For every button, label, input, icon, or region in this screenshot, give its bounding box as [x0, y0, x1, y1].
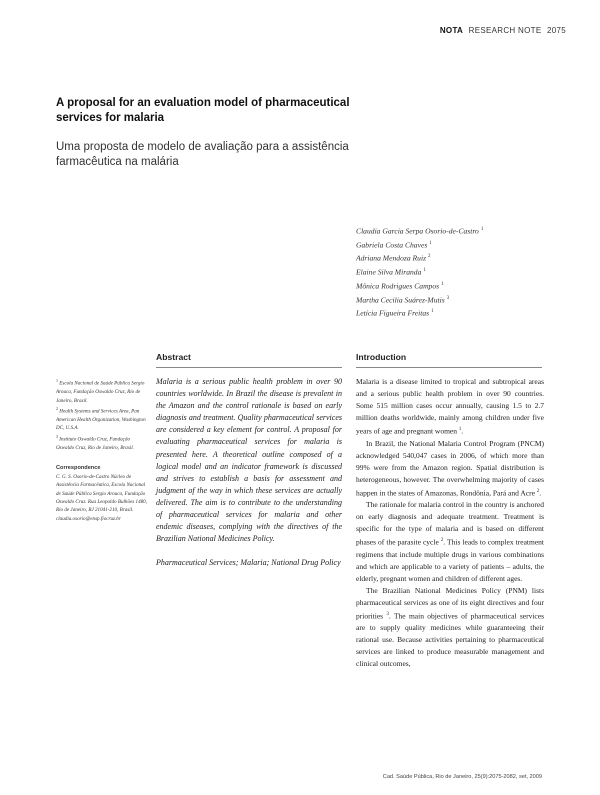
paragraph: In Brazil, the National Malaria Control Program (PNCM) acknowledged 540,047 cases in 2006, of which more than 99% were from the Amazon region. Spatial distribution is heterogeneous, however. The overwhelming majority of cases happen in the states of Amazonas, Rondônia, Pará and Acre $^2$.	[356, 438, 544, 497]
author: Letícia Figueira Freitas $^1$	[356, 308, 434, 318]
abstract-text: Malaria is a serious public health problem in over 90 countries worldwide. In Brazil the disease is prevalent in the Amazon and the control rationale is based on early diagnosis and treatment. Quality pharmaceutical services are considered a key element for control. A proposal for evaluating pharmaceutical services for malaria is presented here. A theoretical outline composed of a logical model and an indicator framework is discussed and strives to establish a basis for assessment and judgment of the way in which these services are actually delivered. The aim is to contribute to the understanding of pharmaceutical services for malaria and other endemic diseases, complying with the directives of the Brazilian National Medicines Policy.	[156, 377, 342, 544]
affiliation: $^3$ Instituto Oswaldo Cruz, Fundação Oswaldo Cruz, Rio de Janeiro, Brasil.	[56, 433, 134, 451]
reference: 1	[458, 427, 462, 432]
paragraph: The rationale for malaria control in the country is anchored on early diagnosis and adequate treatment. Treatment is specific for the type of malaria and is based on different phases of the parasite cycle $^2$. This leads to complex treatment regimens that include multiple drugs in various combinations and which are applicable to a variety of patients – adults, the elderly, pregnant women and children of different ages.	[356, 500, 545, 583]
page-number: 2075	[547, 26, 566, 35]
affiliation: $^2$ Health Systems and Services Area, Pan American Health Organization, Washington DC, U.S.A.	[56, 405, 146, 432]
section-label: NOTA	[439, 26, 464, 35]
paragraph: The Brazilian National Medicines Policy (PNM) lists pharmaceutical services as one of its eight directives and four priorities $^3$. The main objectives of pharmaceutical services are to supply quality medicines while guaranteeing their rational use. Because activities pertaining to pharmaceutical services are linked to produce measurable management and clinical outcomes,	[356, 585, 544, 668]
reference: 2	[440, 538, 444, 543]
reference: 3	[386, 611, 389, 617]
correspondence-heading: Correspondence	[56, 465, 101, 472]
keywords: Pharmaceutical Services; Malaria; National Drug Policy	[156, 558, 341, 568]
author: Elaine Silva Miranda $^1$	[356, 267, 426, 277]
introduction-body	[356, 376, 544, 670]
author: Gabriela Costa Chaves $^1$	[356, 240, 432, 250]
author: Claudia Garcia Serpa Osorio-de-Castro $^1$	[356, 226, 484, 236]
author-list	[356, 224, 576, 320]
article-title-english: A proposal for an evaluation model of pharmaceutical services for malaria	[56, 97, 350, 124]
abstract-body	[156, 376, 342, 569]
affiliations-sidebar	[56, 377, 148, 523]
paragraph: Malaria is a disease limited to tropical and subtropical areas and a serious public health problem in over 90 countries. Some 515 million cases occur annually, causing 1.5 to 2.7 million deaths worldwide, mainly among children under five years of age and pregnant women $^1$.	[356, 377, 544, 436]
author: Mônica Rodrigues Campos $^1$	[356, 281, 444, 291]
article-title-portuguese: Uma proposta de modelo de avaliação para a assistência farmacêutica na malária	[56, 141, 349, 168]
journal-citation-footer: Cad. Saúde Pública, Rio de Janeiro, 25(9):2075-2082, set, 2009	[382, 774, 542, 780]
header-type: RESEARCH NOTE	[468, 26, 542, 35]
affiliation: $^1$ Escola Nacional de Saúde Pública Sergio Arouca, Fundação Oswaldo Cruz, Rio de Janeiro, Brasil.	[56, 378, 145, 404]
author: Martha Cecilia Suárez-Mutis $^3$	[356, 295, 450, 305]
abstract-heading: Abstract	[156, 352, 342, 368]
author: Adriana Mendoza Ruiz $^2$	[356, 254, 431, 263]
correspondence-address: C. G. S. Osorio-de-Castro Núcleo de Assistência Farmacêutica, Escola Nacional de Saúde Pública Sergio Arouca, Fundação Oswaldo Cruz. Rua Leopoldo Bulhões 1480, Rio de Janeiro, RJ 21041-210, Brasil. claudia.osorio@ensp.fiocruz.br	[56, 473, 147, 522]
reference: 2	[536, 488, 540, 494]
running-header	[440, 26, 566, 35]
introduction-heading: Introduction	[356, 352, 542, 368]
